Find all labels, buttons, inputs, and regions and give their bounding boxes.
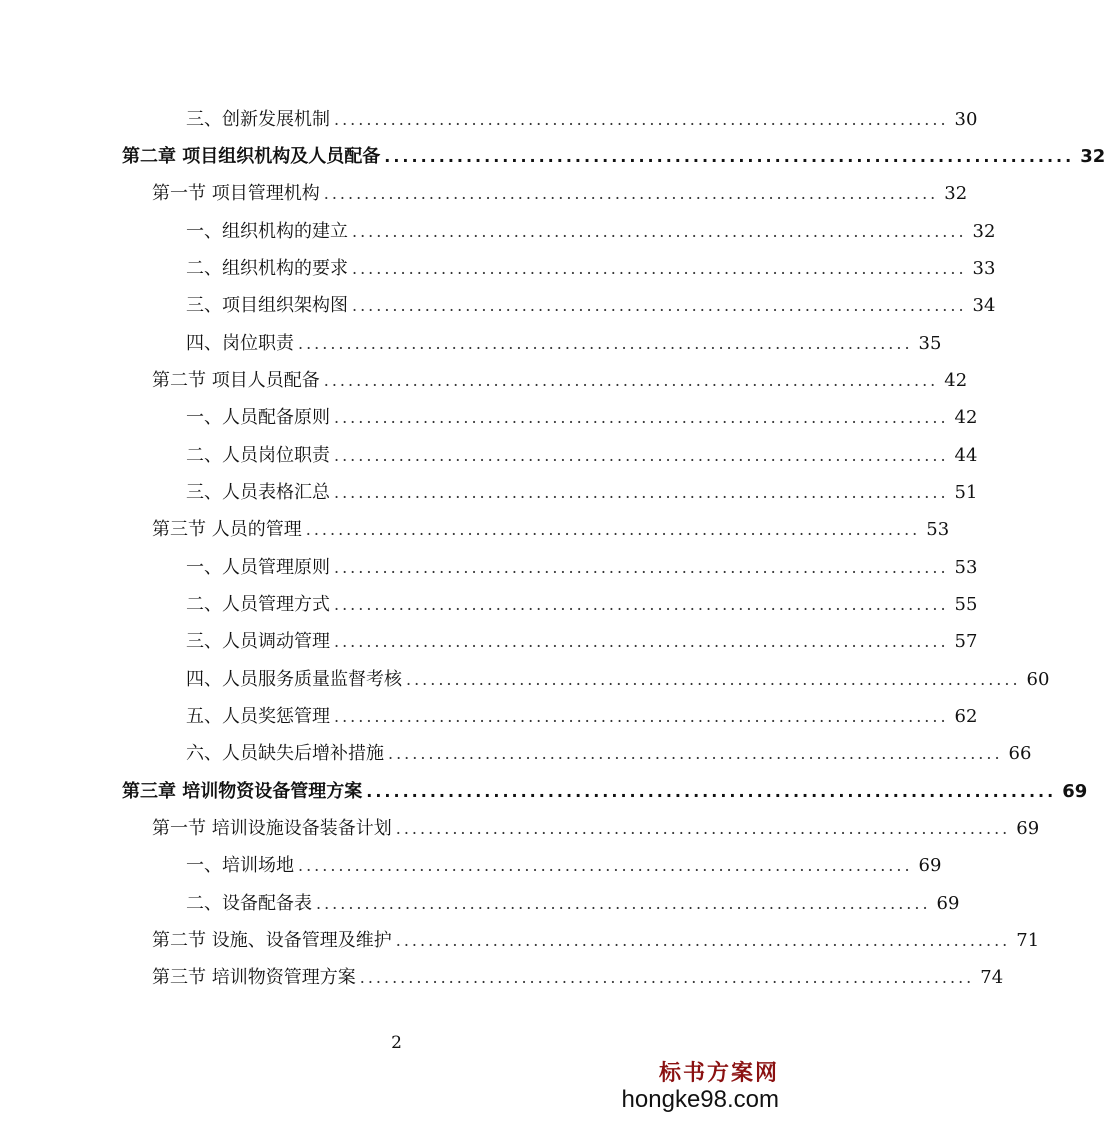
toc-entry-page: 69: [1016, 818, 1040, 839]
toc-entry[interactable]: [186, 101, 978, 138]
dot-leader: ............................................................................: [395, 931, 1011, 950]
toc-entry-title: 第二章 项目组织机构及人员配备: [122, 146, 381, 167]
toc-entry-title: 四、岗位职责: [186, 333, 294, 354]
toc-entry-title: 三、人员表格汇总: [186, 482, 330, 503]
dot-leader: ............................................................................: [384, 147, 1075, 166]
toc-entry[interactable]: [186, 847, 942, 884]
toc-entry-title: 第三节 培训物资管理方案: [152, 967, 356, 988]
toc-entry-page: 69: [1062, 781, 1088, 802]
toc-entry-title: 第二节 设施、设备管理及维护: [152, 930, 392, 951]
toc-entry[interactable]: [186, 623, 978, 660]
toc-entry[interactable]: [186, 213, 996, 250]
toc-entry-title: 二、人员岗位职责: [186, 445, 330, 466]
toc-entry-page: 60: [1026, 669, 1050, 690]
toc-entry-title: 第二节 项目人员配备: [152, 370, 320, 391]
toc-entry-page: 71: [1016, 930, 1040, 951]
dot-leader: ............................................................................: [334, 110, 949, 129]
toc-section-entry[interactable]: [152, 175, 968, 212]
toc-entry-title: 二、人员管理方式: [186, 594, 330, 615]
toc-entry-page: 30: [954, 109, 978, 130]
toc-entry-page: 32: [1080, 146, 1105, 167]
toc-section-entry[interactable]: [152, 511, 950, 548]
toc-entry-title: 第三章 培训物资设备管理方案: [122, 781, 363, 802]
toc-entry[interactable]: [186, 549, 978, 586]
toc-entry-page: 69: [918, 855, 942, 876]
dot-leader: ............................................................................: [298, 856, 913, 875]
toc-entry[interactable]: [186, 250, 996, 287]
dot-leader: ............................................................................: [359, 968, 975, 987]
toc-entry-page: 33: [972, 258, 996, 279]
toc-section-entry[interactable]: [152, 810, 1040, 847]
watermark-cn-text: 标书方案网: [658, 1060, 779, 1086]
toc-entry[interactable]: [186, 437, 978, 474]
toc-chapter-entry[interactable]: [122, 138, 1105, 175]
dot-leader: ............................................................................: [334, 483, 949, 502]
toc-entry-title: 三、人员调动管理: [186, 631, 330, 652]
dot-leader: ............................................................................: [334, 632, 949, 651]
toc-entry-title: 三、项目组织架构图: [186, 295, 348, 316]
dot-leader: ............................................................................: [388, 744, 1003, 763]
toc-entry-page: 53: [926, 519, 950, 540]
dot-leader: ............................................................................: [316, 894, 931, 913]
toc-entry-title: 第一节 项目管理机构: [152, 183, 320, 204]
dot-leader: ............................................................................: [334, 595, 949, 614]
dot-leader: ............................................................................: [352, 296, 967, 315]
toc-entry[interactable]: [186, 287, 996, 324]
toc-entry-page: 32: [944, 183, 968, 204]
toc-entry-page: 42: [954, 407, 978, 428]
toc-entry-page: 35: [918, 333, 942, 354]
toc-entry-title: 一、人员管理原则: [186, 557, 330, 578]
page-number: 2: [391, 1033, 402, 1053]
toc-section-entry[interactable]: [152, 362, 968, 399]
toc-entry[interactable]: [186, 661, 1050, 698]
dot-leader: ............................................................................: [323, 371, 939, 390]
toc-entry-page: 57: [954, 631, 978, 652]
toc-entry-page: 42: [944, 370, 968, 391]
toc-entry-page: 34: [972, 295, 996, 316]
toc-entry-title: 三、创新发展机制: [186, 109, 330, 130]
toc-entry-page: 55: [954, 594, 978, 615]
toc-entry-page: 51: [954, 482, 978, 503]
dot-leader: ............................................................................: [305, 520, 921, 539]
dot-leader: ............................................................................: [334, 408, 949, 427]
dot-leader: ............................................................................: [334, 558, 949, 577]
toc-entry-page: 53: [954, 557, 978, 578]
toc-entry-title: 第三节 人员的管理: [152, 519, 302, 540]
dot-leader: ............................................................................: [334, 446, 949, 465]
toc-chapter-entry[interactable]: [122, 773, 1088, 810]
dot-leader: ............................................................................: [334, 707, 949, 726]
toc-entry-title: 二、组织机构的要求: [186, 258, 348, 279]
toc-entry-title: 五、人员奖惩管理: [186, 706, 330, 727]
toc-entry-page: 44: [954, 445, 978, 466]
toc-entry-page: 69: [936, 893, 960, 914]
toc-entry-title: 一、人员配备原则: [186, 407, 330, 428]
toc-entry[interactable]: [186, 474, 978, 511]
watermark-url-text: hongke98.com: [621, 1086, 779, 1113]
toc-entry-page: 32: [972, 221, 996, 242]
site-watermark: [622, 1060, 779, 1114]
dot-leader: ............................................................................: [352, 259, 967, 278]
toc-entry-title: 一、组织机构的建立: [186, 221, 348, 242]
dot-leader: ............................................................................: [298, 334, 913, 353]
toc-entry-page: 62: [954, 706, 978, 727]
dot-leader: ............................................................................: [352, 222, 967, 241]
toc-entry-title: 一、培训场地: [186, 855, 294, 876]
toc-entry[interactable]: [186, 885, 960, 922]
toc-entry[interactable]: [186, 735, 1032, 772]
toc-entry-page: 74: [980, 967, 1004, 988]
toc-entry-title: 第一节 培训设施设备装备计划: [152, 818, 392, 839]
toc-entry[interactable]: [186, 325, 942, 362]
dot-leader: ............................................................................: [406, 670, 1021, 689]
dot-leader: ............................................................................: [323, 184, 939, 203]
toc-entry-title: 四、人员服务质量监督考核: [186, 669, 402, 690]
toc-entry-title: 二、设备配备表: [186, 893, 312, 914]
toc-section-entry[interactable]: [152, 959, 1004, 996]
toc-entry-title: 六、人员缺失后增补措施: [186, 743, 384, 764]
toc-entry[interactable]: [186, 399, 978, 436]
dot-leader: ............................................................................: [395, 819, 1011, 838]
toc-entry[interactable]: [186, 698, 978, 735]
toc-entry-page: 66: [1008, 743, 1032, 764]
dot-leader: ............................................................................: [366, 782, 1057, 801]
toc-section-entry[interactable]: [152, 922, 1040, 959]
toc-entry[interactable]: [186, 586, 978, 623]
